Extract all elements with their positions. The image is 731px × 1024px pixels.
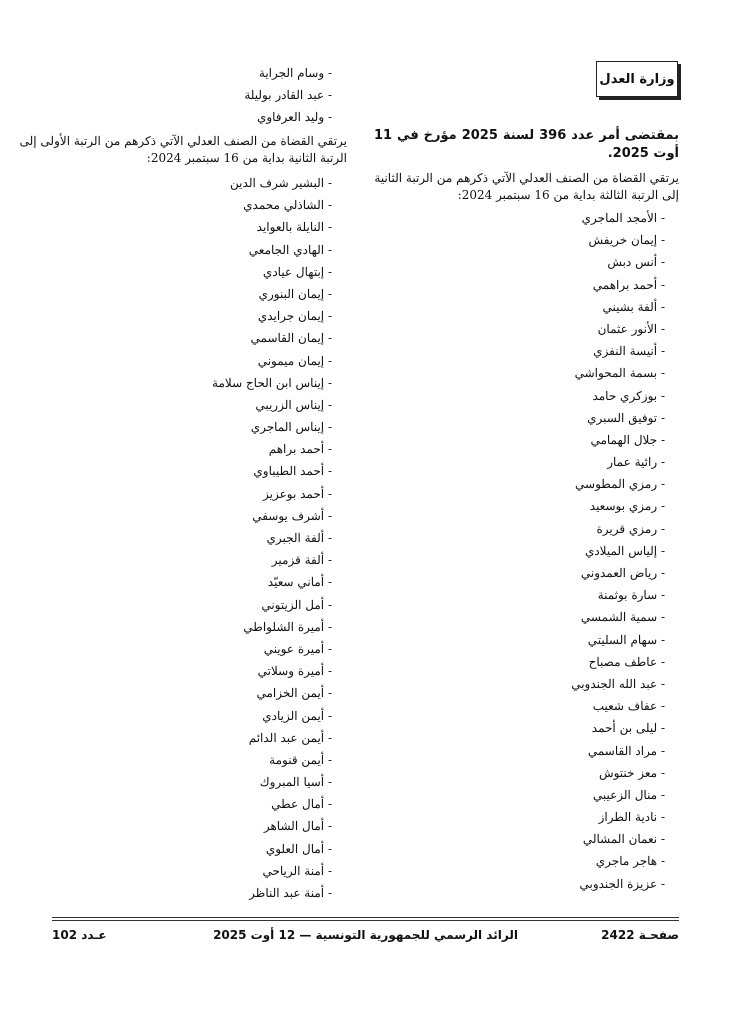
list-item: - وليد العرفاوي <box>244 106 332 128</box>
list-item: - إيناس ابن الحاج سلامة <box>212 372 332 394</box>
list-item: - أيمن قنومة <box>212 749 332 771</box>
list-item: - أمال العلوي <box>212 838 332 860</box>
list-item: - أيمن الزيادي <box>212 705 332 727</box>
list-item: - أميرة وسلاتي <box>212 660 332 682</box>
footer-divider <box>52 917 679 918</box>
list-item: - أمنة عبد الناظر <box>212 882 332 904</box>
list-item: - أنس دبش <box>571 251 665 273</box>
list-item: - الأمجد الماجري <box>571 207 665 229</box>
page-number: صفحـة 2422 <box>601 928 679 942</box>
list-item: - رياض العمدوني <box>571 562 665 584</box>
decree-title: بمقتضى أمر عدد 396 لسنة 2025 مؤرخ في 11 أوت 2025. <box>374 128 680 161</box>
journal-title: الرائد الرسمي للجمهورية التونسية — 12 أوت 2025 <box>213 928 518 942</box>
section2-intro: يرتقي القضاة من الصنف العدلي الآتي ذكرهم من الرتبة الأولى إلى الرتبة الثانية بداية من 16 سبتمبر 2024: <box>19 134 347 165</box>
list-item: - سارة بوثمنة <box>571 584 665 606</box>
list-item: - إيناس الزريبي <box>212 394 332 416</box>
list-item: - ألفة قزمير <box>212 549 332 571</box>
list-item: - مراد القاسمي <box>571 740 665 762</box>
list-item: - نادية الطراز <box>571 806 665 828</box>
list-item: - معز خنتوش <box>571 762 665 784</box>
list-item: - أحمد براهمي <box>571 274 665 296</box>
list-item: - أحمد بوعزيز <box>212 483 332 505</box>
list-item: - إلياس الميلادي <box>571 540 665 562</box>
list-item: - أشرف يوسفي <box>212 505 332 527</box>
list-item: - أحمد الطيباوي <box>212 460 332 482</box>
list-item: - عفاف شعيب <box>571 695 665 717</box>
list-item: - أميرة الشلواطي <box>212 616 332 638</box>
list-item: - رمزي المطوسي <box>571 473 665 495</box>
list-item: - أمل الزيتوني <box>212 594 332 616</box>
list-item: - ألفة الجبري <box>212 527 332 549</box>
list-item: - توفيق السبري <box>571 407 665 429</box>
list-item: - أميرة عويني <box>212 638 332 660</box>
list-item: - عزيزة الجندوبي <box>571 873 665 895</box>
footer-divider-inner <box>52 920 679 921</box>
section1-intro: يرتقي القضاة من الصنف العدلي الآتي ذكرهم من الرتبة الثانية إلى الرتبة الثالثة بداية من 16 سبتمبر 2024: <box>374 171 679 202</box>
list-item: - إيناس الماجري <box>212 416 332 438</box>
list-item: - أسيا المبروك <box>212 771 332 793</box>
list-item: - أنيسة النفزي <box>571 340 665 362</box>
list-item: - سهام السليتي <box>571 629 665 651</box>
list-item: - عبد الله الجندوبي <box>571 673 665 695</box>
list-item: - عاطف مصباح <box>571 651 665 673</box>
list-item: - رائية عمار <box>571 451 665 473</box>
list-item: - بسمة المحواشي <box>571 362 665 384</box>
list-item: - هاجر ماجري <box>571 850 665 872</box>
section2-name-list <box>212 172 332 904</box>
section0-name-list <box>244 62 332 129</box>
list-item: - أمنة الرياحي <box>212 860 332 882</box>
list-item: - وسام الجراية <box>244 62 332 84</box>
list-item: - النايلة بالعوايد <box>212 216 332 238</box>
list-item: - إيمان جرايدي <box>212 305 332 327</box>
list-item: - الشاذلي محمدي <box>212 194 332 216</box>
list-item: - نعمان المشالي <box>571 828 665 850</box>
list-item: - رمزي قريرة <box>571 518 665 540</box>
list-item: - إيمان خريفش <box>571 229 665 251</box>
list-item: - أحمد براهم <box>212 438 332 460</box>
section1-name-list <box>571 207 665 895</box>
list-item: - أيمن عبد الدائم <box>212 727 332 749</box>
list-item: - ألفة بشيني <box>571 296 665 318</box>
list-item: - الأنور عثمان <box>571 318 665 340</box>
list-item: - ليلى بن أحمد <box>571 717 665 739</box>
list-item: - أماني سعيّد <box>212 571 332 593</box>
list-item: - رمزي بوسعيد <box>571 495 665 517</box>
list-item: - عبد القادر بوليلة <box>244 84 332 106</box>
list-item: - إبتهال عيادي <box>212 261 332 283</box>
list-item: - أمال عطي <box>212 793 332 815</box>
ministry-heading: وزارة العدل <box>596 61 678 97</box>
list-item: - أيمن الخزامي <box>212 682 332 704</box>
issue-number: عـدد 102 <box>52 928 107 942</box>
list-item: - إيمان ميموني <box>212 350 332 372</box>
list-item: - سمية الشمسي <box>571 606 665 628</box>
list-item: - إيمان القاسمي <box>212 327 332 349</box>
list-item: - أمال الشاهر <box>212 815 332 837</box>
list-item: - جلال الهمامي <box>571 429 665 451</box>
list-item: - بوزكري حامد <box>571 385 665 407</box>
list-item: - منال الزعيبي <box>571 784 665 806</box>
list-item: - الهادي الجامعي <box>212 239 332 261</box>
list-item: - إيمان البنوري <box>212 283 332 305</box>
list-item: - البشير شرف الدين <box>212 172 332 194</box>
